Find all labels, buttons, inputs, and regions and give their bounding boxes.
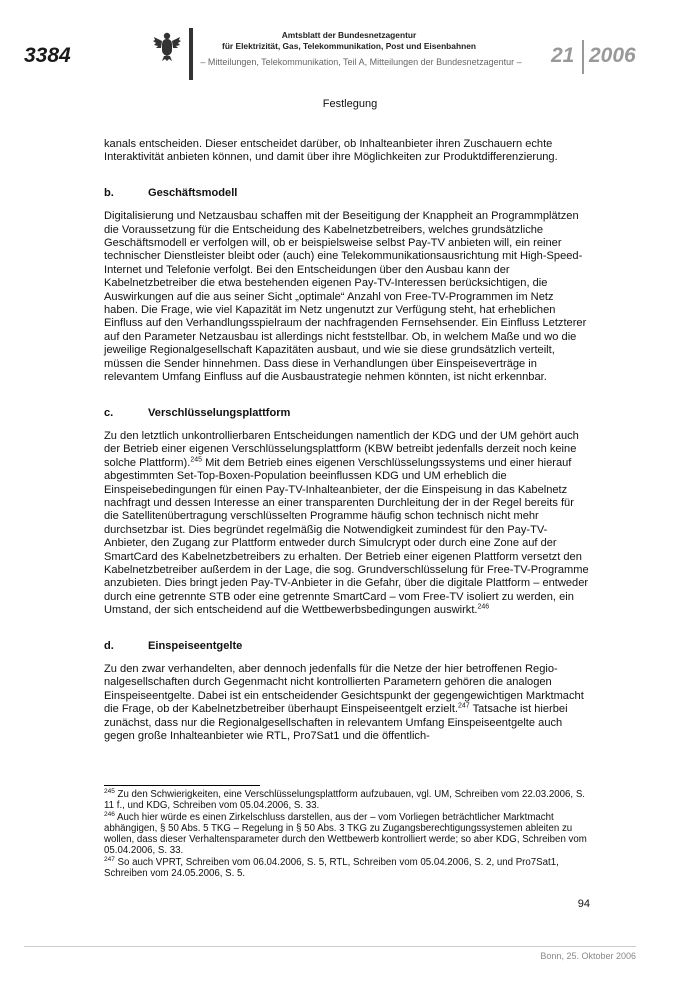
footnote-ref[interactable]: 245 <box>190 456 202 464</box>
footnote-divider <box>104 785 260 786</box>
footnote <box>104 857 590 880</box>
footnote-text: Auch hier würde es einen Zirkelschluss darstellen, aus der – vom Vorliegen beträchtlicher Marktmacht abhängigen, § 50 Abs. 5 TKG – Regelung in § 50 Abs. 3 TKG zu Zugangsberechtigungssystemen ableiten zu wollen, dass dieser Verhaltensparameter durch den Wettbewerb kontrolliert werde; so aber KDG, Schreiben vom 05.04.2006, S. 33. <box>104 811 587 857</box>
footnote <box>104 812 590 857</box>
section-heading-b <box>104 187 590 200</box>
section-label: Festlegung <box>322 98 378 110</box>
header-divider <box>189 28 193 80</box>
section-heading-c <box>104 407 590 420</box>
footnote-number: 245 <box>104 787 115 795</box>
footnote-text: Zu den Schwierigkeiten, eine Verschlüsselungsplattform aufzubauen, vgl. UM, Schreiben vom 22.03.2006, S. 11 f., und KDG, Schreiben vom 05.04.2006, S. 33. <box>104 789 585 812</box>
section-heading-d <box>104 640 590 653</box>
section-letter: b. <box>104 186 114 199</box>
footnote-number: 247 <box>104 855 115 863</box>
footer-divider <box>24 946 636 947</box>
intro-paragraph: kanals entscheiden. Dieser entscheidet darüber, ob Inhalteanbieter ihren Zuschauern echte Interaktivität anbieten können, und damit über ihre Möglichkeiten zur Produktdifferenzierung. <box>104 138 558 164</box>
paragraph-text: Tatsache ist hierbei zunächst, dass nur die Regionalgesellschaften in relevantem Umfang Einspeiseentgelte auch gegen große Inhalteanbieter wie RTL, Pro7Sat1 und die öffentlich- <box>104 703 568 743</box>
footer-date: Bonn, 25. Oktober 2006 <box>540 951 636 961</box>
page-number: 3384 <box>24 44 71 67</box>
issue-divider <box>582 40 584 74</box>
section-d-paragraph <box>104 663 590 743</box>
federal-eagle-icon <box>153 30 181 62</box>
section-b-paragraph: Digitalisierung und Netzausbau schaffen mit der Beseitigung der Knappheit an Programmplätzen die Voraussetzung für die Entscheidung des Kabelnetzbetreibers, welches grundsätzliche Geschäftsmodell er verfolgen will, ob er beispielsweise selbst Pay-TV anbieten will, ein reiner technischer Dienstleister bleibt oder (auch) eine Telekommunikationsausrichtung mit High-Speed-Internet und Telefonie verfolgt. Bei den Entscheidungen über den Ausbau kann der Kabelnetzbetreiber die etwa bestehenden eigenen Pay-TV-Interessen berücksichtigen, die Auswirkungen auf die aus seiner Sicht „optimale“ Anzahl von Free-TV-Programmen im Netz haben. Die Frage, wie viel Kapazität im Netz ungenutzt zur Verfügung steht, hat erheblichen Einfluss auf den Verhandlungsspielraum der nachfragenden Fernsehsender. Ein Einfluss Letzterer auf den Parameter Netzausbau ist allerdings nicht feststellbar. Ob, in welchem Maße und wo die jeweilige Regionalgesellschaft Kapazitäten ausbaut, und wie sie diese grundsätzlich verteilt, müssen die Sender hinnehmen. Dass diese in Verhandlungen über Einspeiseverträge in relevantem Umfang Einfluss auf die Ausbaustrategie nehmen könnten, ist nicht erkennbar. <box>104 210 587 384</box>
paragraph-text: Zu den zwar verhandelten, aber dennoch jedenfalls für die Netze der hier betroffenen Regionalgesellschaften durch Gegenmacht nicht kontrollierten Parametern gehören die analogen Einspeiseentgelte. Dabei ist ein entscheidender Gesichtspunkt der gegengewichtigen Marktmacht die Frage, ob der Kabelnetzbetreiber überhaupt Einspeiseentgelt erzielt. <box>104 663 584 716</box>
paragraph-text: Zu den letztlich unkontrollierbaren Entscheidungen namentlich der KDG und der UM gehört auch der Betrieb einer eigenen Verschlüsselungsplattform (KBW betreibt jedenfalls derzeit noch keine solche Plattform). <box>104 429 579 469</box>
issue-number: 21 <box>551 44 575 67</box>
footnotes <box>104 789 590 879</box>
journal-section: – Mitteilungen, Telekommunikation, Teil A, Mitteilungen der Bundesnetzagentur – <box>200 57 522 67</box>
section-title: Verschlüsselungsplattform <box>148 406 291 419</box>
section-title: Geschäftsmodell <box>148 186 238 199</box>
main-content <box>104 138 590 743</box>
footnote-text: So auch VPRT, Schreiben vom 06.04.2006, S. 5, RTL, Schreiben vom 05.04.2006, S. 2, und Pro7Sat1, Schreiben vom 24.05.2006, S. 5. <box>104 856 559 880</box>
section-title: Einspeiseentgelte <box>148 639 243 652</box>
footnote-number: 246 <box>104 810 115 818</box>
journal-subtitle: für Elektrizität, Gas, Telekommunikation, Post und Eisenbahnen <box>222 41 476 51</box>
footnote-ref[interactable]: 246 <box>477 603 490 611</box>
section-c-paragraph <box>104 430 590 618</box>
section-letter: d. <box>104 639 114 652</box>
footnote <box>104 789 590 812</box>
paragraph-text: Mit dem Betrieb eines eigenen Verschlüsselungssystems und einer hierauf abgestimmten Set-Top-Boxen-Population beeinflussen KDG und UM erheblich die Einspeisebedingungen für einen Pay-TV-Inhalteanbieter, der die Einspeisung in das Kabelnetz nachfragt und dessen Interesse an einer transparenten Durchleitung der in der Regel bereits für die Satellitenübertragung verschlüsselten Programme häufig schon technisch nicht mehr durchsetzbar ist. Dies begründet regelmäßig die Notwendigkeit zumindest für den Pay-TV-Anbieter, den Zugang zur Plattform entweder durch Simulcrypt oder durch eine Zone auf der SmartCard des Kabelnetzbetreibers zu erhalten. Der Betrieb einer eigenen Plattform versetzt den Kabelnetzbetreiber außerdem in der Lage, die sog. Grundverschlüsselung für Free-TV-Programme anzubieten. Dies bringt jeden Pay-TV-Anbieter in die Gefahr, über die digitale Plattform – entweder durch eine getrennte STB oder eine getrennte SmartCard – vom Free-TV isoliert zu werden, ein Umstand, der sich entscheidend auf die Wettbewerbsbedingungen auswirkt. <box>104 456 589 617</box>
footnote-ref[interactable]: 247 <box>458 702 470 710</box>
section-letter: c. <box>104 406 114 419</box>
journal-title: Amtsblatt der Bundesnetzagentur <box>281 30 417 40</box>
page-number-bottom: 94 <box>577 898 590 910</box>
issue-year: 2006 <box>589 44 636 67</box>
